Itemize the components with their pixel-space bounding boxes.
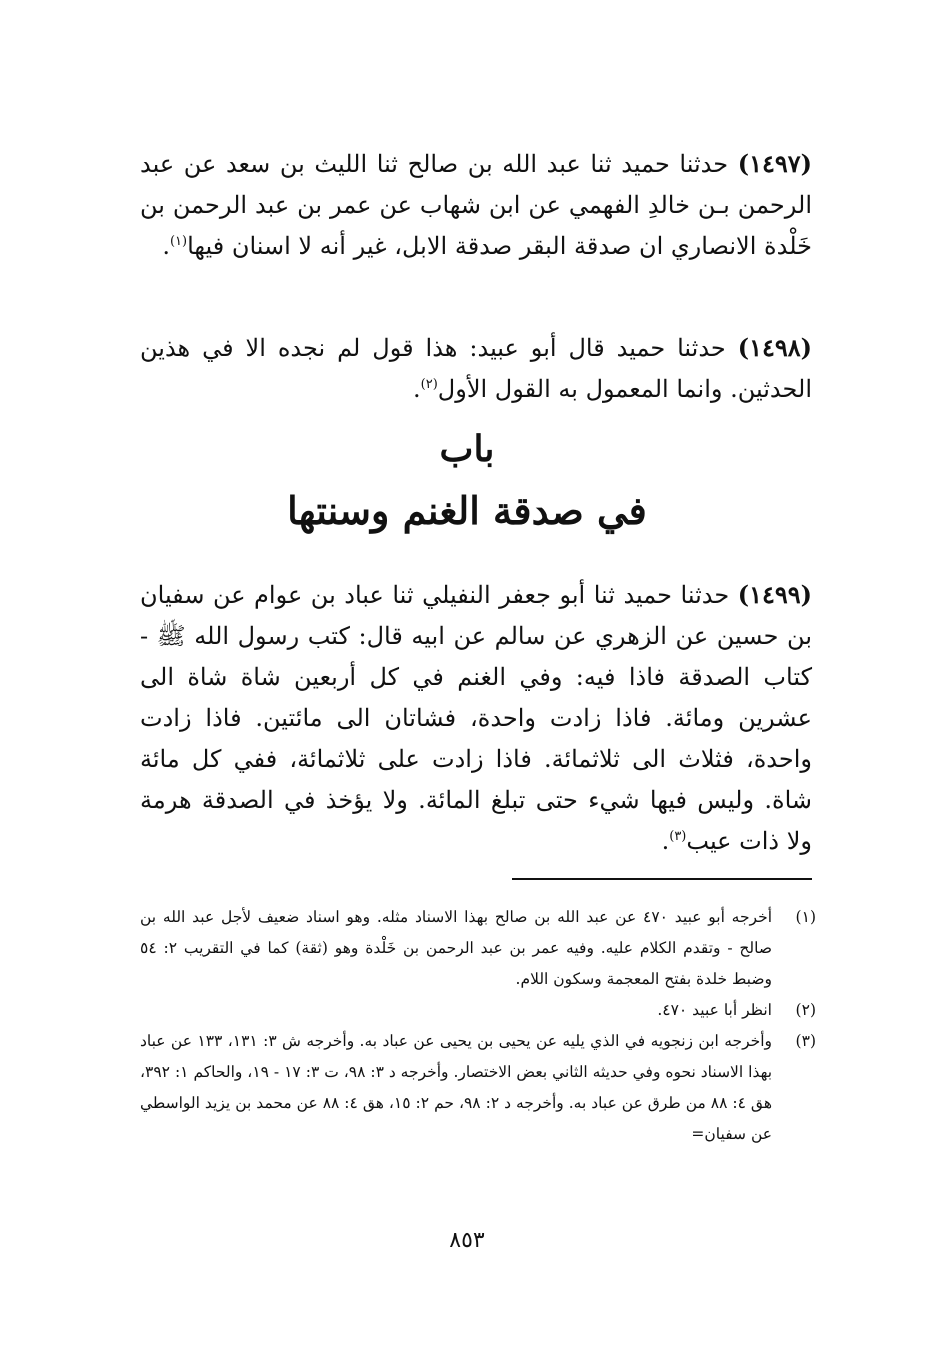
footnote-text: انظر أبا عبيد ٤٧٠. <box>657 1001 772 1019</box>
paragraph-text <box>140 143 812 267</box>
footnote-divider <box>512 878 812 880</box>
paragraph-text <box>140 327 812 410</box>
hadith-1497 <box>140 143 812 267</box>
footnote-item <box>140 1026 816 1150</box>
hadith-body: حدثنا حميد ثنا أبو جعفر النفيلي ثنا عباد بن عوام عن سفيان بن حسين عن الزهري عن سالم عن ابيه قال: كتب رسول الله ﷺ - كتاب الصدقة فاذا فيه: وفي الغنم في كل أربعين شاة شاة الى عشرين ومائة. فاذا زادت واحدة، فشاتان الى مائتين. فاذا زادت واحدة، فثلاث الى ثلاثمائة. فاذا زادت على ثلاثمائة، ففي كل مائة شاة. وليس فيها شيء حتى تبلغ المائة. ولا يؤخذ في الصدقة هرمة ولا ذات عيب <box>140 581 812 855</box>
full-stop: . <box>162 232 170 260</box>
full-stop: . <box>661 827 670 855</box>
footnote-ref: (٢) <box>420 377 438 392</box>
footnote-mark: (١) <box>795 908 816 926</box>
footnote-ref: (١) <box>169 234 188 249</box>
footnote-text: أخرجه أبو عبيد ٤٧٠ عن عبد الله بن صالح بهذا الاسناد مثله. وهو اسناد ضعيف لأجل عبد الله بن صالح - وتقدم الكلام عليه. وفيه عمر بن عبد الرحمن بن خَلْدة وهو (ثقة) كما في التقريب ٢: ٥٤ وضبط خلدة بفتح المعجمة وسكون اللام. <box>140 908 772 988</box>
chapter-label: باب <box>439 428 495 470</box>
hadith-number: (١٤٩٩) <box>737 580 812 609</box>
hadith-body: حدثنا حميد قال أبو عبيد: هذا قول لم نجده الا في هذين الحدثين. وانما المعمول به القول الأول <box>140 334 812 403</box>
footnote-text: وأخرجه ابن زنجويه في الذي يليه عن يحيى بن يحيى عن عباد به. وأخرجه ش ٣: ١٣١، ١٣٣ عن عباد بهذا الاسناد نحوه وفي حديثه الثاني بعض الاختصار. وأخرجه د ٣: ٩٨، ت ٣: ١٧ - ١٩، والحاكم ١: ٣٩٢، هق ٤: ٨٨ من طرق عن عباد به. وأخرجه د ٢: ٩٨، حم ٢: ١٥، هق ٤: ٨٨ عن محمد بن يزيد الواسطي عن سفيان= <box>140 1032 773 1143</box>
chapter-title: في صدقة الغنم وسنتها <box>287 488 647 533</box>
hadith-1499 <box>140 574 812 862</box>
hadith-1498 <box>140 327 812 410</box>
footnote-mark: (٣) <box>795 1032 816 1050</box>
footnote-item <box>140 902 816 995</box>
hadith-number: (١٤٩٨) <box>737 333 812 362</box>
page-number: ٨٥٣ <box>449 1228 485 1253</box>
hadith-body: حدثنا حميد ثنا عبد الله بن صالح ثنا الليث بن سعد عن عبد الرحمن بـن خالدِ الفهمي عن ابن شهاب عن عمر بن عبد الرحمن بن خَلْدة الانصاري ان صدقة البقر صدقة الابل، غير أنه لا اسنان فيها <box>140 150 812 260</box>
footnote-ref: (٣) <box>669 829 687 844</box>
footnote-mark: (٢) <box>795 1001 816 1019</box>
footnote-item <box>140 995 816 1026</box>
footnotes <box>140 902 816 1150</box>
hadith-number: (١٤٩٧) <box>737 149 812 178</box>
paragraph-text <box>140 574 812 862</box>
full-stop: . <box>413 375 421 403</box>
